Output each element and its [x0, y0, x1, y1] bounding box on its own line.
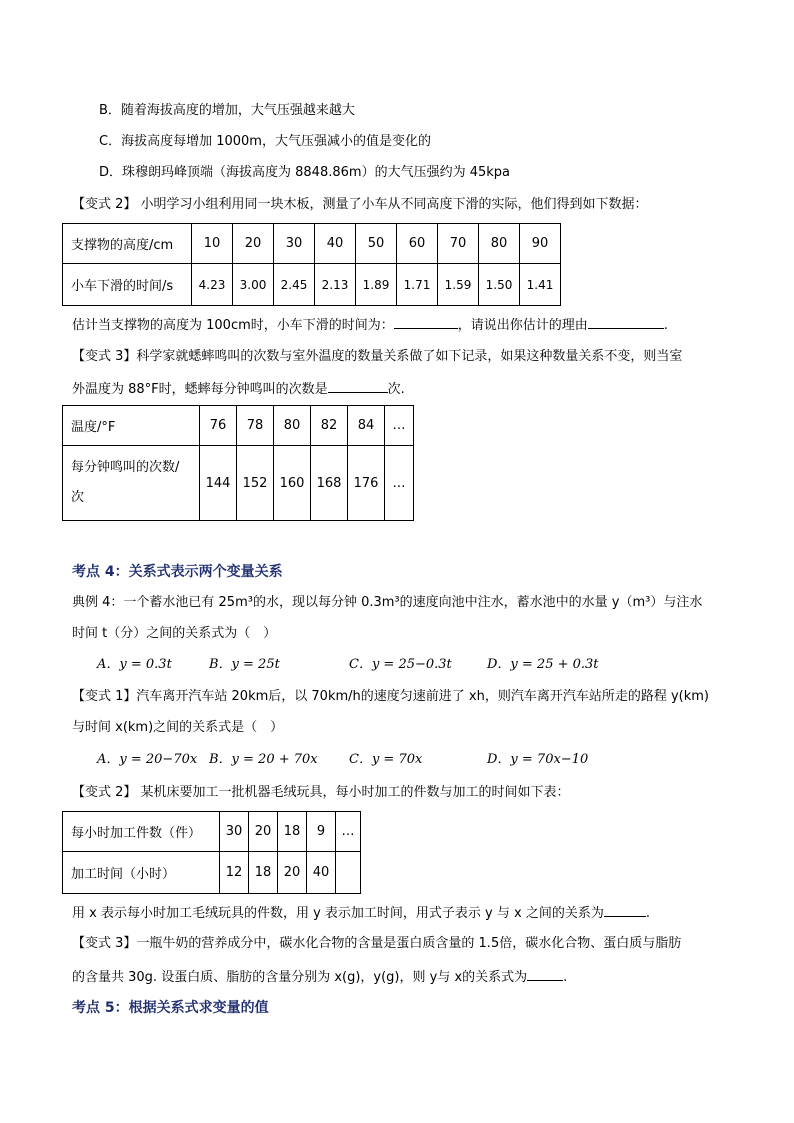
question-text: ，请说出你估计的理由 [457, 318, 588, 333]
table-cell: 60 [397, 224, 438, 264]
table-cell: 144 [200, 446, 237, 521]
table-cell: 50 [356, 224, 397, 264]
example4-option-c: C．y = 25−0.3t [349, 657, 452, 672]
question-text: 的含量共 30g. 设蛋白质、脂肪的含量分别为 x(g)，y(g)，则 y与 x的关系式为 [72, 970, 528, 985]
table-cell: 40 [307, 852, 336, 894]
table-cell: 20 [249, 812, 278, 852]
answer-blank [328, 378, 388, 393]
cricket-data-table [62, 405, 414, 521]
table-cell: 76 [200, 406, 237, 446]
row-head-line: 次 [71, 490, 85, 505]
table-cell: 20 [233, 224, 274, 264]
question-text: . [645, 906, 650, 921]
answer-blank [588, 314, 664, 329]
question-text: 估计当支撑物的高度为 100cm时，小车下滑的时间为： [72, 318, 394, 333]
table-cell: 2.13 [315, 264, 356, 306]
table-cell: … [385, 406, 414, 446]
table-cell: 84 [348, 406, 385, 446]
table-row-head [63, 446, 200, 521]
table-cell: 1.50 [479, 264, 520, 306]
variant1-option-b: B．y = 20 + 70x [209, 752, 318, 767]
variant2-intro: 【变式 2】 小明学习小组利用同一块木板，测量了小车从不同高度下滑的实际，他们得到如下数据： [72, 197, 648, 212]
table-cell: 176 [348, 446, 385, 521]
question-text: . [563, 970, 568, 985]
table-cell: 18 [249, 852, 278, 894]
variant1-option-a: A．y = 20−70x [97, 752, 198, 767]
table-cell: 4.23 [192, 264, 233, 306]
table-cell: 1.41 [520, 264, 561, 306]
example4-option-b: B．y = 25t [209, 657, 280, 672]
table-row-head: 支撑物的高度/cm [63, 224, 192, 264]
table-cell: 3.00 [233, 264, 274, 306]
table-cell: 160 [274, 446, 311, 521]
table-cell: 40 [315, 224, 356, 264]
table-cell: 70 [438, 224, 479, 264]
table-cell: 78 [237, 406, 274, 446]
example4-option-a: A．y = 0.3t [97, 657, 172, 672]
table-cell: 1.59 [438, 264, 479, 306]
table-row-head: 小车下滑的时间/s [63, 264, 192, 306]
table-cell: 168 [311, 446, 348, 521]
option-b: B．随着海拔高度的增加，大气压强越来越大 [99, 103, 355, 118]
slope-data-table [62, 223, 561, 306]
table-cell: 90 [520, 224, 561, 264]
table-cell: 30 [274, 224, 315, 264]
table-cell: … [336, 812, 361, 852]
example4-line1: 典例 4：一个蓄水池已有 25m³的水，现以每分钟 0.3m³的速度向池中注水，蓄水池中的水量 y（m³）与注水 [72, 595, 703, 610]
question-text: . [663, 318, 668, 333]
answer-blank [527, 966, 563, 981]
variant2-question [72, 314, 668, 336]
question-text: 次. [387, 382, 405, 397]
table-cell: 12 [220, 852, 249, 894]
table-row-head: 每小时加工件数（件） [63, 812, 220, 852]
table-cell: 10 [192, 224, 233, 264]
variant1-line2: 与时间 x(km)之间的关系式是（ ） [72, 720, 284, 735]
example4-line2: 时间 t（分）之间的关系式为（ ） [72, 626, 277, 641]
table-cell: 80 [274, 406, 311, 446]
table-row-head: 加工时间（小时） [63, 852, 220, 894]
table-cell: 9 [307, 812, 336, 852]
variant1-option-c: C．y = 70x [349, 752, 423, 767]
table-cell: 18 [278, 812, 307, 852]
table-cell: 2.45 [274, 264, 315, 306]
row-head-line: 每分钟鸣叫的次数/ [71, 460, 180, 475]
section-heading-5: 考点 5：根据关系式求变量的值 [72, 1000, 269, 1016]
table-cell: … [385, 446, 414, 521]
option-d: D．珠穆朗玛峰顶端（海拔高度为 8848.86m）的大气压强约为 45kpa [99, 165, 510, 180]
question-text: 用 x 表示每小时加工毛绒玩具的件数，用 y 表示加工时间，用式子表示 y 与 x 之间的关系为 [72, 906, 604, 921]
answer-blank [604, 902, 646, 917]
table-cell: 1.89 [356, 264, 397, 306]
table-cell [336, 852, 361, 894]
variant1-line1: 【变式 1】汽车离开汽车站 20km后，以 70km/h的速度匀速前进了 xh，则汽车离开汽车站所走的路程 y(km) [72, 689, 709, 704]
table-cell: 152 [237, 446, 274, 521]
variant2b-question [72, 902, 650, 924]
table-cell: 30 [220, 812, 249, 852]
question-text: 外温度为 88°F时，蟋蟀每分钟鸣叫的次数是 [72, 382, 328, 397]
variant3b-line2 [72, 966, 567, 988]
variant3-line2 [72, 378, 405, 400]
variant3-line1: 【变式 3】科学家就蟋蟀鸣叫的次数与室外温度的数量关系做了如下记录，如果这种数量关系不变，则当室 [72, 349, 683, 364]
answer-blank [394, 314, 458, 329]
table-cell: 1.71 [397, 264, 438, 306]
machine-data-table [62, 811, 361, 894]
table-cell: 82 [311, 406, 348, 446]
table-row-head: 温度/°F [63, 406, 200, 446]
example4-option-d: D．y = 25 + 0.3t [487, 657, 599, 672]
section-heading-4: 考点 4：关系式表示两个变量关系 [72, 564, 283, 580]
variant3b-line1: 【变式 3】一瓶牛奶的营养成分中，碳水化合物的含量是蛋白质含量的 1.5倍，碳水化合物、蛋白质与脂肪 [72, 936, 682, 951]
table-cell: 20 [278, 852, 307, 894]
option-c: C．海拔高度每增加 1000m，大气压强减小的值是变化的 [99, 134, 431, 149]
variant1-option-d: D．y = 70x−10 [487, 752, 589, 767]
variant2b-intro: 【变式 2】 某机床要加工一批机器毛绒玩具，每小时加工的件数与加工的时间如下表： [72, 785, 570, 800]
table-cell: 80 [479, 224, 520, 264]
